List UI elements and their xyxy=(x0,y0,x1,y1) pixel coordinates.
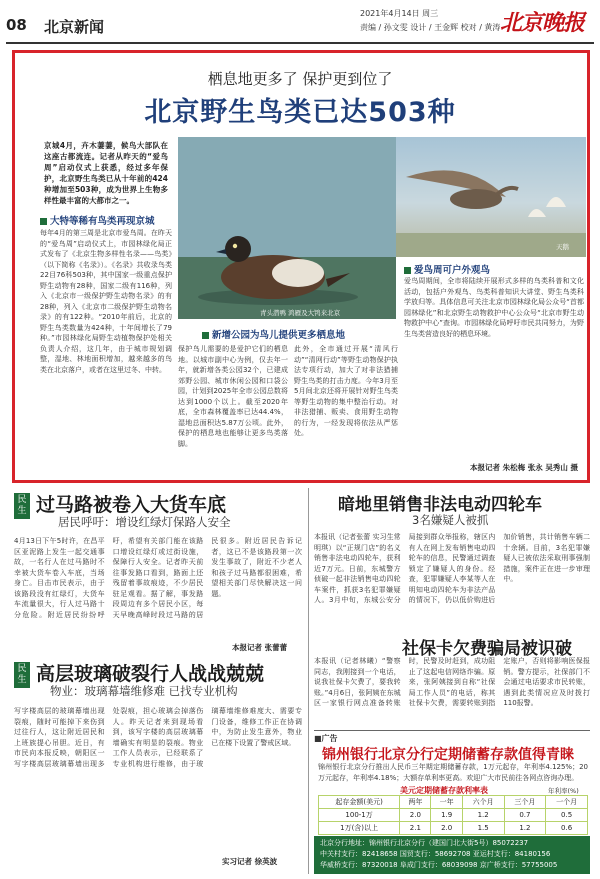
rate-table-header: 起存金额(美元) xyxy=(319,796,400,809)
rate-table-wrap xyxy=(318,795,588,835)
table-cell: 100-1万 xyxy=(319,809,400,822)
story-byline-glass-crack: 实习记者 徐英波 xyxy=(222,857,278,866)
ad-footer-line: 中关村支行：82418658 国贸支行：58692708 亚运村支行：84180156 xyxy=(320,850,551,858)
ad-footer-line: 华威桥支行：87320018 阜成门支行：68039098 京广桥支行：57755005 xyxy=(320,861,558,869)
rate-table xyxy=(318,795,588,835)
ad-footer-line: 北京分行地址：锦州银行北京分行（建国门北大街5号）85072237 xyxy=(320,839,529,847)
rate-table-unit: 年利率(%) xyxy=(548,787,579,795)
ad-divider xyxy=(314,730,590,731)
ad-title: 锦州银行北京分行定期储蓄存款值得青睐 xyxy=(322,747,574,763)
story-body-social-card: 本报讯（记者林曦）“警察同志，我刚接到一个电话，说我社保卡欠费了，要我转账。”4月6日，张阿姨在东城区一家银行网点准备转账时，民警及时赶到，成功阻止了这起电信网络诈骗。原来，张阿姨接到自称“社保局工作人员”的电话，称其社保卡欠费，需要转账到指定账户，否则将影响医保报销。警方提示，社保部门不会通过电话要求市民转账，遇到此类情况应及时拨打110报警。 xyxy=(314,657,590,707)
subhead-rare-birds: 大特等稀有鸟类再现京城 xyxy=(40,213,155,227)
lead-intro: 京城4月，卉木萋萋，候鸟大部队在这座古都流连。记者从昨天的“爱鸟周”启动仪式上获悉，经过多年保护，北京野生鸟类已从十年前的424种增加至503种，成为世界上生物多样性最丰富的大都市之一。 xyxy=(44,141,168,205)
story-subtitle-ev-sales: 3名嫌疑人被抓 xyxy=(412,513,489,527)
rate-table-header: 一个月 xyxy=(546,796,588,809)
lead-column-4: 爱鸟周期间，全市将陆续开展形式多样的鸟类科普和文化活动，包括户外观鸟、鸟类科普知识大讲堂、野生鸟类科学放归等。具体信息可关注北京市园林绿化局公众号“首都园林绿化”和北京野生动物救护中心公众号“北京市野生动物救护中心”查询。市园林绿化局呼吁市民共同努力，为野生鸟类营造良好的栖息环境。 xyxy=(404,277,584,338)
table-cell: 0.5 xyxy=(546,809,588,822)
rate-table-header: 三个月 xyxy=(504,796,546,809)
ad-contact-footer xyxy=(314,836,590,874)
table-cell: 2.1 xyxy=(400,822,431,835)
table-cell: 2.0 xyxy=(400,809,431,822)
story-title-truck-accident: 过马路被卷入大货车底 xyxy=(36,494,227,516)
table-row xyxy=(319,809,588,822)
story-subtitle-glass-crack: 物业：玻璃幕墙维修难 已找专业机构 xyxy=(50,684,238,698)
editor-credits: 责编 / 孙文雯 设计 / 王金辉 校对 / 黄涛 xyxy=(360,23,501,32)
rate-table-header: 六个月 xyxy=(462,796,504,809)
photo-credit-swan: 天鹅 xyxy=(556,243,569,251)
ad-body: 锦州银行北京分行推出人民币三年期定期储蓄存款，1万元起存，年利率4.125%；20万元起存，年利率4.18%；大额存单利率更高。欢迎广大市民前往各网点咨询办理。 xyxy=(318,763,588,782)
subhead-new-parks: 新增公园为鸟儿提供更多栖息地 xyxy=(202,327,345,341)
table-cell: 1.9 xyxy=(431,809,462,822)
lead-column-1: 每年4月的第三周是北京市爱鸟周。在昨天的“爱鸟周”启动仪式上，市园林绿化局正式发布了《北京生物多样性名录——鸟类》（以下简称《名录》）。《名录》共收录鸟类22目76科503种，其中国家一级重点保护野生动物有28种，国家二级有116种，列入《北京市一级保护野生动物名录》的有28种，列入《北京市二级保护野生动物名录》的有122种。“2010年前后，北京的野生鸟类数量为424种，十年间增长了79种。”市园林绿化局野生动植物保护处相关负责人介绍，这几年，由于城市规划调整，湿地、林地面积增加，越来越多的鸟类在北京落户，或者在这里过冬、中转。 xyxy=(40,229,172,374)
ad-tag: ■广告 xyxy=(314,734,338,743)
story-byline-truck-accident: 本报记者 张蕾蕾 xyxy=(232,643,288,652)
photo-caption: 青头潜鸭 鸿雁及大鸨来北京 xyxy=(260,309,341,317)
story-title-social-card: 社保卡欠费骗局被识破 xyxy=(402,639,572,659)
story-body-glass-crack: 写字楼高层的玻璃幕墙出现裂痕，随时可能掉下来伤到过往行人，这让附近居民和上班族提心吊胆。近日，有市民向本报反映，朝阳区一写字楼高层玻璃幕墙出现多处裂痕，担心玻璃会掉落伤人。昨天记者来到现场看到，该写字楼的高层玻璃幕墙确实有明显的裂痕。物业工作人员表示，已经联系了专业机构进行维修，由于玻璃幕墙维修难度大、需要专门设备，维修工作正在协调中，为防止发生意外，物业已在楼下设置了警戒区域。 xyxy=(14,707,302,768)
table-cell: 1万(含)以上 xyxy=(319,822,400,835)
table-cell: 1.5 xyxy=(462,822,504,835)
lead-byline: 本报记者 朱松梅 张永 吴秀山 摄 xyxy=(470,463,578,472)
story-title-ev-sales: 暗地里销售非法电动四轮车 xyxy=(338,495,542,515)
section-badge: 民生 xyxy=(14,662,30,688)
story-title-glass-crack: 高层玻璃破裂行人战战兢兢 xyxy=(36,663,265,685)
rate-table-title: 美元定期储蓄存款利率表 xyxy=(400,786,488,795)
table-cell: 1.2 xyxy=(504,822,546,835)
dateline: 2021年4月14日 周三 xyxy=(360,9,439,18)
lead-headline: 北京野生鸟类已达503种 xyxy=(144,97,456,128)
column-divider xyxy=(308,488,309,874)
table-cell: 2.0 xyxy=(431,822,462,835)
duck-illustration xyxy=(178,137,396,319)
rate-table-header: 两年 xyxy=(400,796,431,809)
lead-kicker: 栖息地更多了 保护更到位了 xyxy=(207,70,393,88)
section-badge: 民生 xyxy=(14,493,30,519)
table-cell: 0.6 xyxy=(546,822,588,835)
table-cell: 0.7 xyxy=(504,809,546,822)
lead-column-3: 此外，全市通过开展“清风行动”“清网行动”等野生动物保护执法专项行动，加大了对非法猎捕野生鸟类的打击力度。今年3月至5月间北京还将开展针对野生鸟类等野生动物的集中整治行动。对非法猎捕、贩卖、食用野生动物的行为，一经发现将依法从严惩处。 xyxy=(294,345,398,437)
rate-table-header: 一年 xyxy=(431,796,462,809)
story-subtitle-truck-accident: 居民呼吁：增设红绿灯保路人安全 xyxy=(58,515,231,529)
duck-photo xyxy=(178,137,396,319)
newspaper-logo: 北京晚报 xyxy=(500,10,585,36)
goose-illustration xyxy=(396,137,586,257)
lead-column-2: 保护鸟儿需要的是爱护它们的栖息地。以城市副中心为例，仅去年一年，就新增各类公园32个，已建成郊野公园、城市休闲公园和口袋公园，计划到2025年全市公园总数将达到1000个以上。截至2020年底，全市森林覆盖率已达44.4%，湿地总面积达5.87万公顷。此外，保护的栖息地也能够让更多鸟类落脚。 xyxy=(178,345,288,448)
story-body-truck-accident: 4月13日下午5时许，在昌平区亚泥路上发生一起交通事故，一名行人在过马路时不幸被大货车卷入车底，当场身亡。目击市民表示，由于该路段没有红绿灯，大货车车流量很大，行人过马路十分危险。附近居民纷纷呼吁，希望有关部门能在该路口增设红绿灯或过街设施，保障行人安全。记者昨天前往事发路口看到，路面上还残留着事故痕迹，不少居民驻足观看。据了解，事发路段周边有多个居民小区，每天早晚高峰时段过马路的居民很多。附近居民告诉记者，这已不是该路段第一次发生事故了，附近不少老人和孩子过马路都很困难，希望相关部门尽快解决这一问题。 xyxy=(14,537,302,619)
subhead-birdwatching: 爱鸟周可户外观鸟 xyxy=(404,262,490,276)
table-row xyxy=(319,822,588,835)
goose-photo xyxy=(396,137,586,257)
rate-table-header-row xyxy=(319,796,588,809)
page-number: 08 xyxy=(6,16,27,34)
table-cell: 1.2 xyxy=(462,809,504,822)
story-body-ev-sales: 本报讯（记者张蕾 实习生常明琪）以“正规门店”的名义销售非法电动四轮车，获利近7万元。日前，东城警方侦破一起非法销售电动四轮车案件，抓获3名犯罪嫌疑人。3月中旬，东城公安分局接到群众举报称，辖区内有人在网上发布销售电动四轮车的信息，民警通过调查锁定了嫌疑人的身份。经查，犯罪嫌疑人李某等人在明知电动四轮车为非法产品的情况下，仍以低价购进后加价销售，共计销售车辆二十余辆。目前，3名犯罪嫌疑人已被依法采取刑事强制措施，案件正在进一步审理中。 xyxy=(314,533,590,604)
section-title: 北京新闻 xyxy=(44,18,105,36)
